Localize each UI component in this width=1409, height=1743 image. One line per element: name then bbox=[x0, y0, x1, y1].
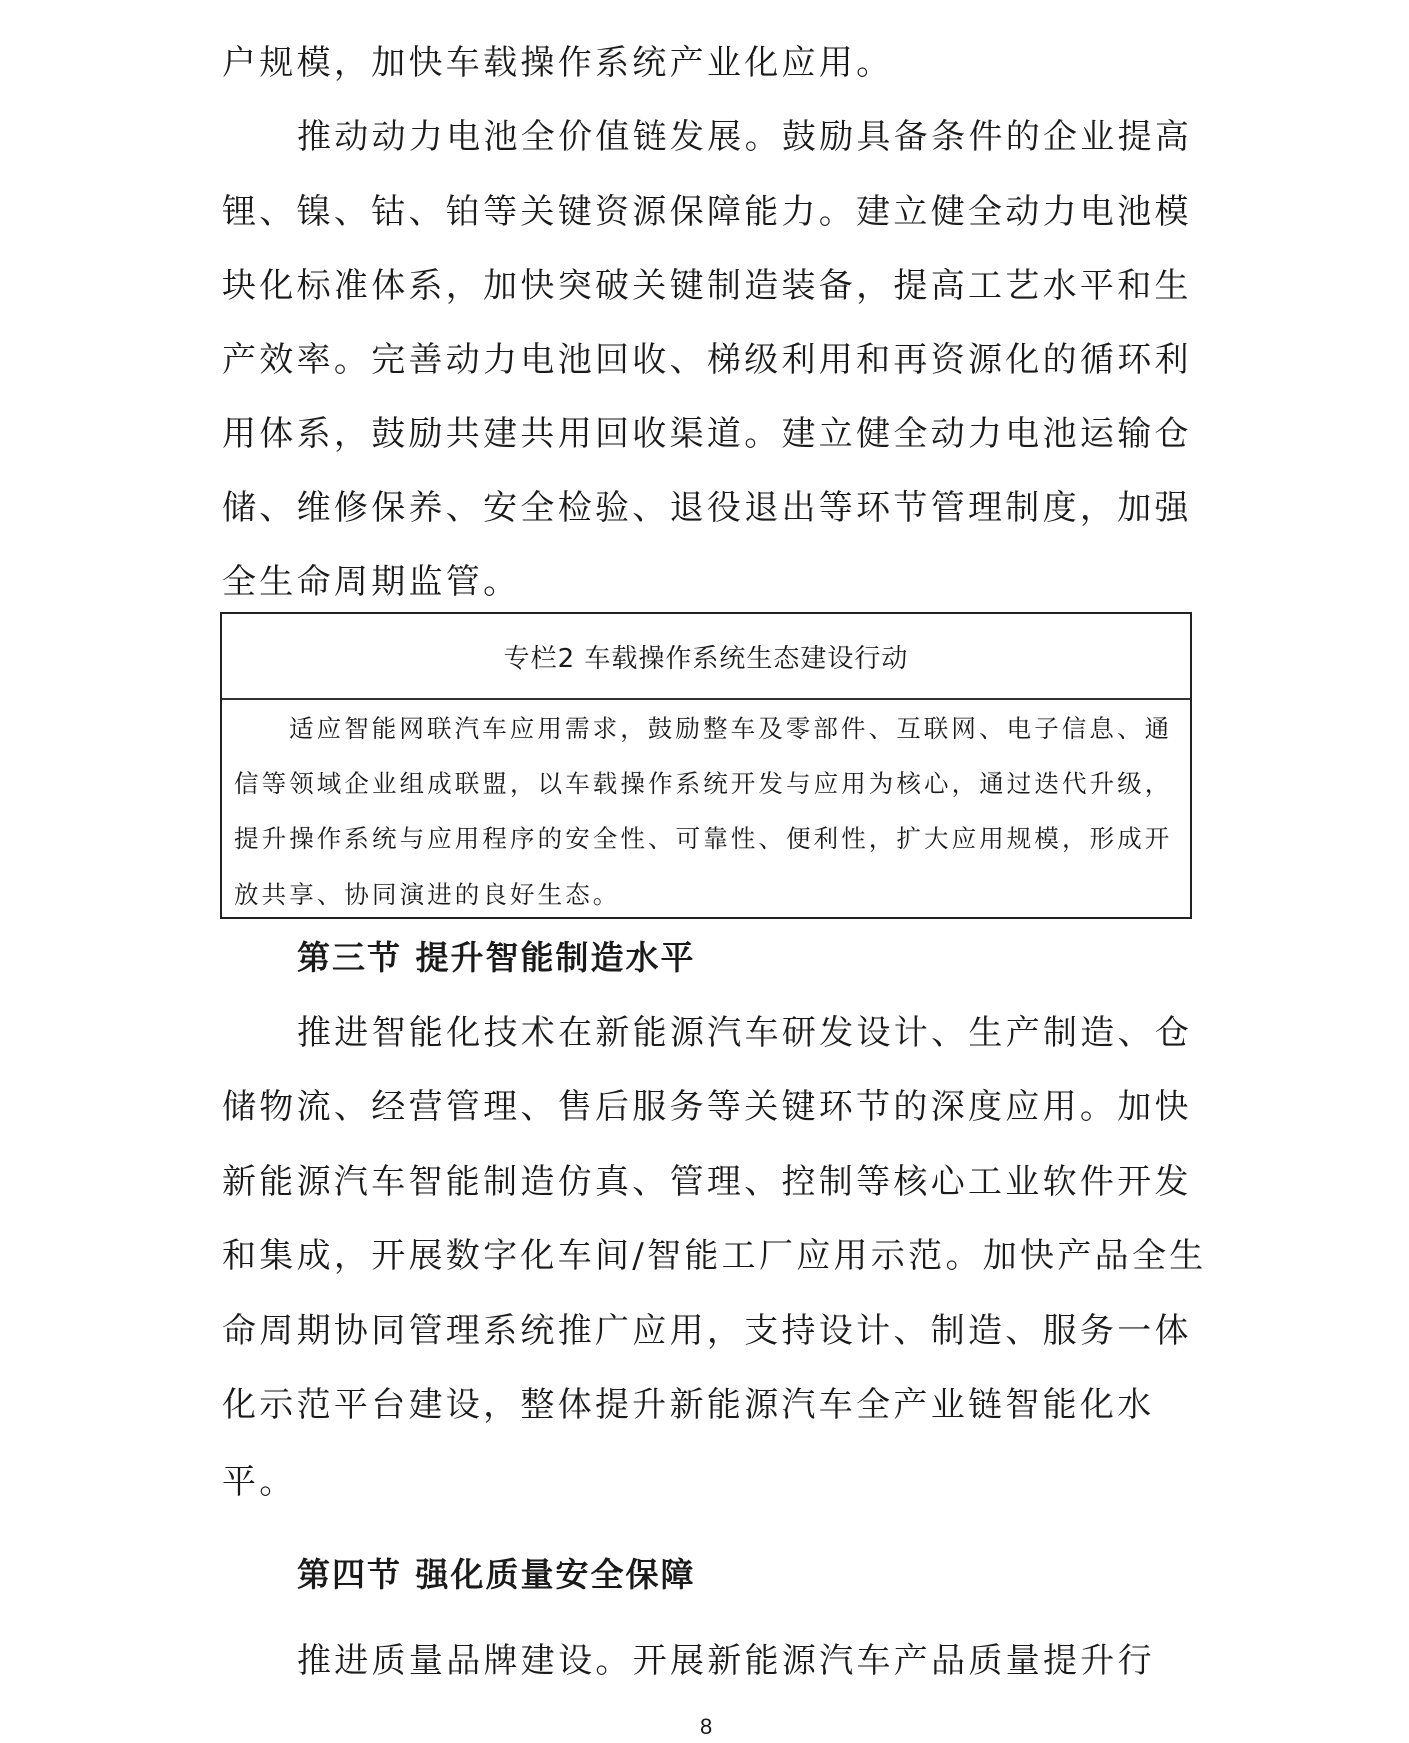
paragraph-line: 推进智能化技术在新能源汽车研发设计、生产制造、仓 bbox=[297, 1013, 1193, 1053]
paragraph-line: 和集成，开展数字化车间/智能工厂应用示范。加快产品全生 bbox=[222, 1236, 1207, 1276]
column-box-line: 适应智能网联汽车应用需求，鼓励整车及零部件、互联网、电子信息、通 bbox=[289, 714, 1173, 743]
paragraph-line: 储、维修保养、安全检验、退役退出等环节管理制度，加强 bbox=[222, 488, 1192, 528]
column-box-line: 信等领域企业组成联盟，以车载操作系统开发与应用为核心，通过迭代升级， bbox=[234, 769, 1173, 798]
paragraph-line: 推进质量品牌建设。开展新能源汽车产品质量提升行 bbox=[297, 1641, 1155, 1681]
column-box bbox=[220, 612, 1192, 919]
paragraph-line: 平。 bbox=[222, 1462, 297, 1502]
paragraph-line: 命周期协同管理系统推广应用，支持设计、制造、服务一体 bbox=[222, 1311, 1192, 1351]
paragraph-line: 锂、镍、钴、铂等关键资源保障能力。建立健全动力电池模 bbox=[222, 192, 1192, 232]
paragraph-line: 产效率。完善动力电池回收、梯级利用和再资源化的循环利 bbox=[222, 340, 1192, 380]
paragraph-line: 块化标准体系，加快突破关键制造装备，提高工艺水平和生 bbox=[222, 266, 1192, 306]
column-box-title: 专栏2 车载操作系统生态建设行动 bbox=[222, 614, 1190, 700]
paragraph-line: 推动动力电池全价值链发展。鼓励具备条件的企业提高 bbox=[297, 117, 1193, 157]
paragraph-line: 储物流、经营管理、售后服务等关键环节的深度应用。加快 bbox=[222, 1087, 1192, 1127]
page-number: 8 bbox=[700, 1714, 713, 1739]
column-box-line: 放共享、协同演进的良好生态。 bbox=[234, 880, 621, 909]
paragraph-line: 户规模，加快车载操作系统产业化应用。 bbox=[222, 43, 894, 83]
section-heading: 第四节 强化质量安全保障 bbox=[297, 1555, 696, 1594]
paragraph-line: 新能源汽车智能制造仿真、管理、控制等核心工业软件开发 bbox=[222, 1162, 1192, 1202]
paragraph-line: 化示范平台建设，整体提升新能源汽车全产业链智能化水 bbox=[222, 1385, 1155, 1425]
paragraph-line: 用体系，鼓励共建共用回收渠道。建立健全动力电池运输仓 bbox=[222, 414, 1192, 454]
paragraph-line: 全生命周期监管。 bbox=[222, 562, 521, 602]
section-heading: 第三节 提升智能制造水平 bbox=[297, 938, 696, 977]
column-box-line: 提升操作系统与应用程序的安全性、可靠性、便利性，扩大应用规模，形成开 bbox=[234, 824, 1173, 853]
